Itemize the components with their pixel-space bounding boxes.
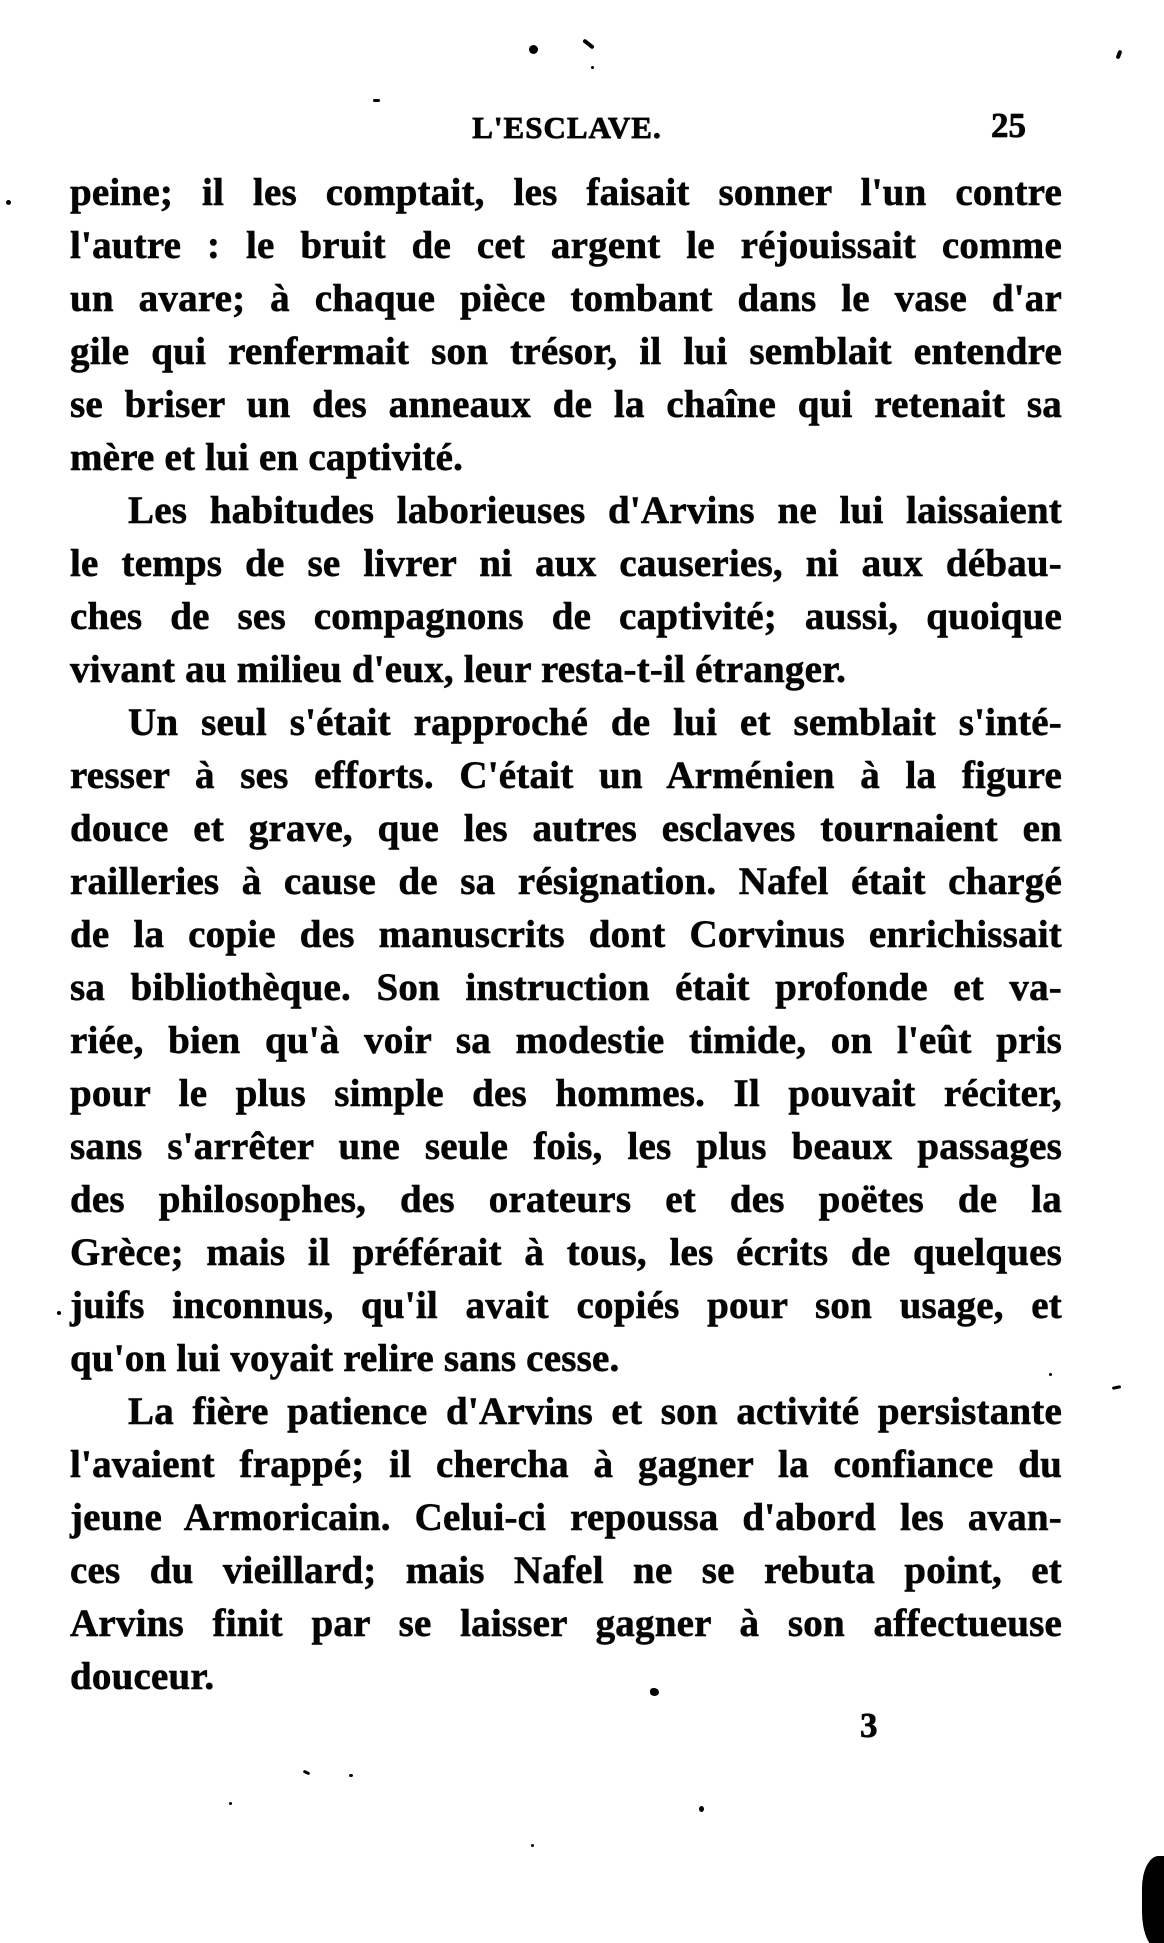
- scan-speck: [229, 1802, 232, 1805]
- text-line: gile qui renfermait son trésor, il lui semblait entendre: [70, 330, 1062, 373]
- text-line: La fière patience d'Arvins et son activité persistante: [128, 1390, 1062, 1433]
- text-line: pour le plus simple des hommes. Il pouvait réciter,: [70, 1072, 1062, 1115]
- text-line: vivant au milieu d'eux, leur resta-t-il étranger.: [70, 648, 847, 691]
- scan-speck: [531, 1844, 534, 1847]
- text-line: mère et lui en captivité.: [70, 436, 464, 479]
- running-title: L'ESCLAVE.: [472, 110, 662, 145]
- text-line: douceur.: [70, 1655, 215, 1698]
- scan-speck: [1049, 1373, 1052, 1376]
- text-line: riée, bien qu'à voir sa modestie timide, on l'eût pris: [70, 1019, 1062, 1062]
- text-line: peine; il les comptait, les faisait sonner l'un contre: [70, 171, 1062, 214]
- text-line: des philosophes, des orateurs et des poëtes de la: [70, 1178, 1062, 1221]
- text-line: Un seul s'était rapproché de lui et semblait s'inté-: [128, 701, 1062, 744]
- scan-speck: [1116, 50, 1123, 60]
- text-line: se briser un des anneaux de la chaîne qui retenait sa: [70, 383, 1062, 426]
- text-line: un avare; à chaque pièce tombant dans le vase d'ar: [70, 277, 1062, 320]
- text-line: sa bibliothèque. Son instruction était profonde et va-: [70, 966, 1062, 1009]
- ink-blot: [1142, 1856, 1164, 1943]
- scan-speck: [57, 1311, 61, 1315]
- scan-speck: [699, 1806, 704, 1812]
- scan-speck: [6, 200, 11, 205]
- text-line: resser à ses efforts. C'était un Arménien à la figure: [70, 754, 1062, 797]
- text-line: le temps de se livrer ni aux causeries, ni aux débau-: [70, 542, 1062, 585]
- text-line: sans s'arrêter une seule fois, les plus beaux passages: [70, 1125, 1062, 1168]
- text-line: Arvins finit par se laisser gagner à son affectueuse: [70, 1602, 1062, 1645]
- scan-speck: [582, 38, 595, 49]
- scan-speck: [1112, 1385, 1121, 1390]
- scan-speck: [303, 1770, 311, 1776]
- page-number: 25: [991, 106, 1026, 145]
- ink-speck: [650, 1688, 659, 1696]
- text-line: Les habitudes laborieuses d'Arvins ne lui laissaient: [128, 489, 1062, 532]
- scan-speck: [349, 1774, 353, 1777]
- text-line: qu'on lui voyait relire sans cesse.: [70, 1337, 620, 1380]
- text-line: l'autre : le bruit de cet argent le réjouissait comme: [70, 224, 1062, 267]
- text-line: juifs inconnus, qu'il avait copiés pour son usage, et: [70, 1284, 1062, 1327]
- text-line: de la copie des manuscrits dont Corvinus enrichissait: [70, 913, 1062, 956]
- text-line: ces du vieillard; mais Nafel ne se rebuta point, et: [70, 1549, 1062, 1592]
- scan-speck: [529, 45, 538, 54]
- scan-speck: [373, 99, 380, 102]
- body-text: [70, 166, 1062, 1703]
- text-line: railleries à cause de sa résignation. Nafel était chargé: [70, 860, 1062, 903]
- scan-speck: [591, 66, 594, 69]
- text-line: ches de ses compagnons de captivité; aussi, quoique: [70, 595, 1062, 638]
- text-line: l'avaient frappé; il chercha à gagner la confiance du: [70, 1443, 1062, 1486]
- text-line: douce et grave, que les autres esclaves tournaient en: [70, 807, 1062, 850]
- signature-mark: 3: [860, 1706, 878, 1745]
- text-line: Grèce; mais il préférait à tous, les écrits de quelques: [70, 1231, 1062, 1274]
- text-line: jeune Armoricain. Celui-ci repoussa d'abord les avan-: [70, 1496, 1062, 1539]
